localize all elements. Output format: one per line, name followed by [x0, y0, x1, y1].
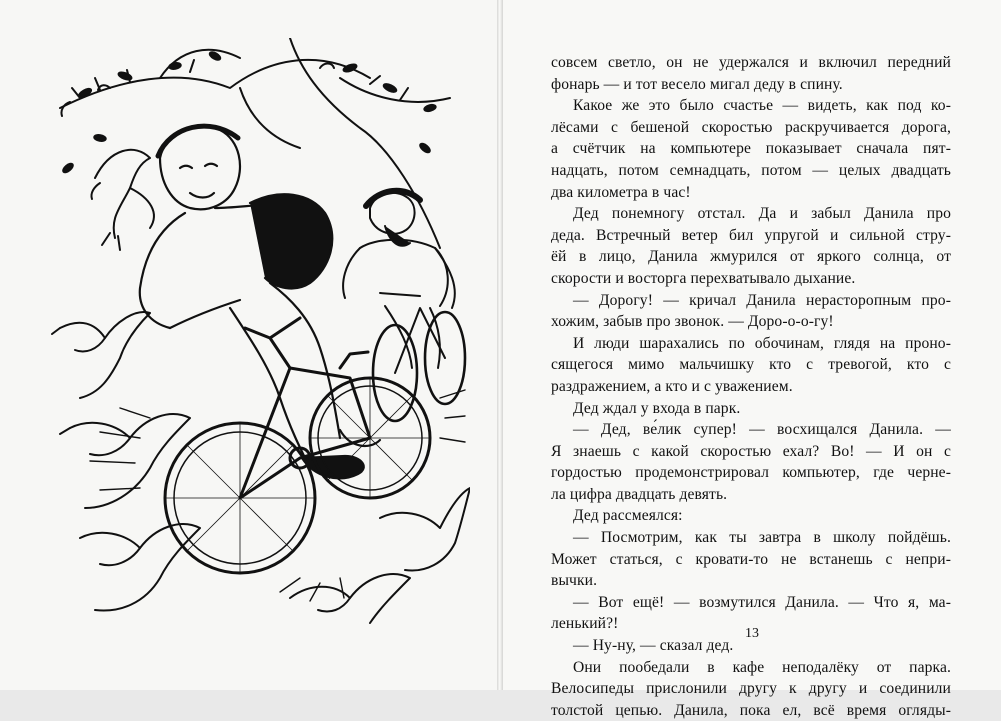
- text-line: Дед понемногу отстал. Да и забыл Данила про: [573, 205, 951, 223]
- text-line: вычки.: [551, 572, 598, 590]
- page-text: [551, 52, 951, 721]
- bird-right-lower: [380, 488, 470, 571]
- front-bicycle: [165, 318, 430, 573]
- text-line: раздражением, а кто и с уважением.: [551, 377, 793, 395]
- left-page: [0, 0, 497, 690]
- leaves: [61, 50, 436, 174]
- text-line: фонарь — и тот весело мигал деду в спину.: [551, 75, 843, 93]
- text-line: Дед рассмеялся:: [573, 507, 683, 525]
- text-line: — Посмотрим, как ты завтра в школу пойдёшь.: [573, 529, 951, 547]
- text-line: скорости и восторга перехватывало дыхание.: [551, 269, 856, 287]
- text-line: ленький?!: [551, 615, 619, 633]
- text-line: а счётчик на компьютере показывает сначала пят-: [551, 140, 951, 158]
- right-page: [503, 0, 1001, 719]
- text-line: Какое же это было счастье — видеть, как под ко-: [573, 97, 951, 115]
- text-line: — Дед, ве́лик супер! — восхищался Данила. —: [573, 421, 951, 439]
- text-line: два километра в час!: [551, 183, 691, 201]
- bicycle-illustration: [40, 38, 470, 628]
- text-line: совсем светло, он не удержался и включил передний: [551, 54, 951, 71]
- text-line: ла цифра двадцать девять.: [551, 485, 728, 503]
- text-line: Они пообедали в кафе неподалёку от парка.: [573, 658, 951, 676]
- page-number: 13: [745, 626, 759, 641]
- text-line: лёсами с бешеной скоростью раскручивается дорога,: [551, 118, 951, 136]
- text-line: толстой цепью. Данила, пока ел, всё время огляды-: [551, 701, 951, 719]
- text-line: Может статься, с кровати-то не встанешь с непри-: [551, 550, 951, 568]
- bird-bottom-left: [80, 524, 200, 610]
- text-line: Дед ждал у входа в парк.: [573, 399, 741, 417]
- bird-top-left: [91, 150, 153, 250]
- text-line: сящегося мимо мальчишку кто с тревогой, кто с: [551, 356, 951, 374]
- text-line: — Вот ещё! — возмутился Данила. — Что я, ма-: [573, 593, 951, 611]
- bird-bottom-right: [290, 574, 410, 623]
- text-line: — Дорогу! — кричал Данила нерасторопным про-: [573, 291, 951, 309]
- bird-left-middle: [52, 312, 150, 398]
- bird-left-lower: [60, 414, 190, 508]
- text-line: ёй в лицо, Данила жмурился от яркого солнца, от: [551, 248, 951, 266]
- text-line: Велосипеды прислонили другу к другу и соединили: [551, 680, 951, 698]
- text-line: надцать, потом семнадцать, потом — целых двадцать: [551, 161, 951, 179]
- text-line: гордостью продемонстрировал компьютер, где черне-: [551, 464, 951, 482]
- text-line: И люди шарахались по обочинам, глядя на проно-: [573, 334, 951, 352]
- text-line: деда. Встречный ветер бил упругой и сильной стру-: [551, 226, 951, 244]
- text-line: хожим, забыв про звонок. — Доро-о-о-гу!: [551, 313, 834, 331]
- text-line: Я знаешь с какой скоростью ехал? Во! — И он с: [551, 442, 951, 460]
- text-line: — Ну-ну, — сказал дед.: [573, 637, 734, 655]
